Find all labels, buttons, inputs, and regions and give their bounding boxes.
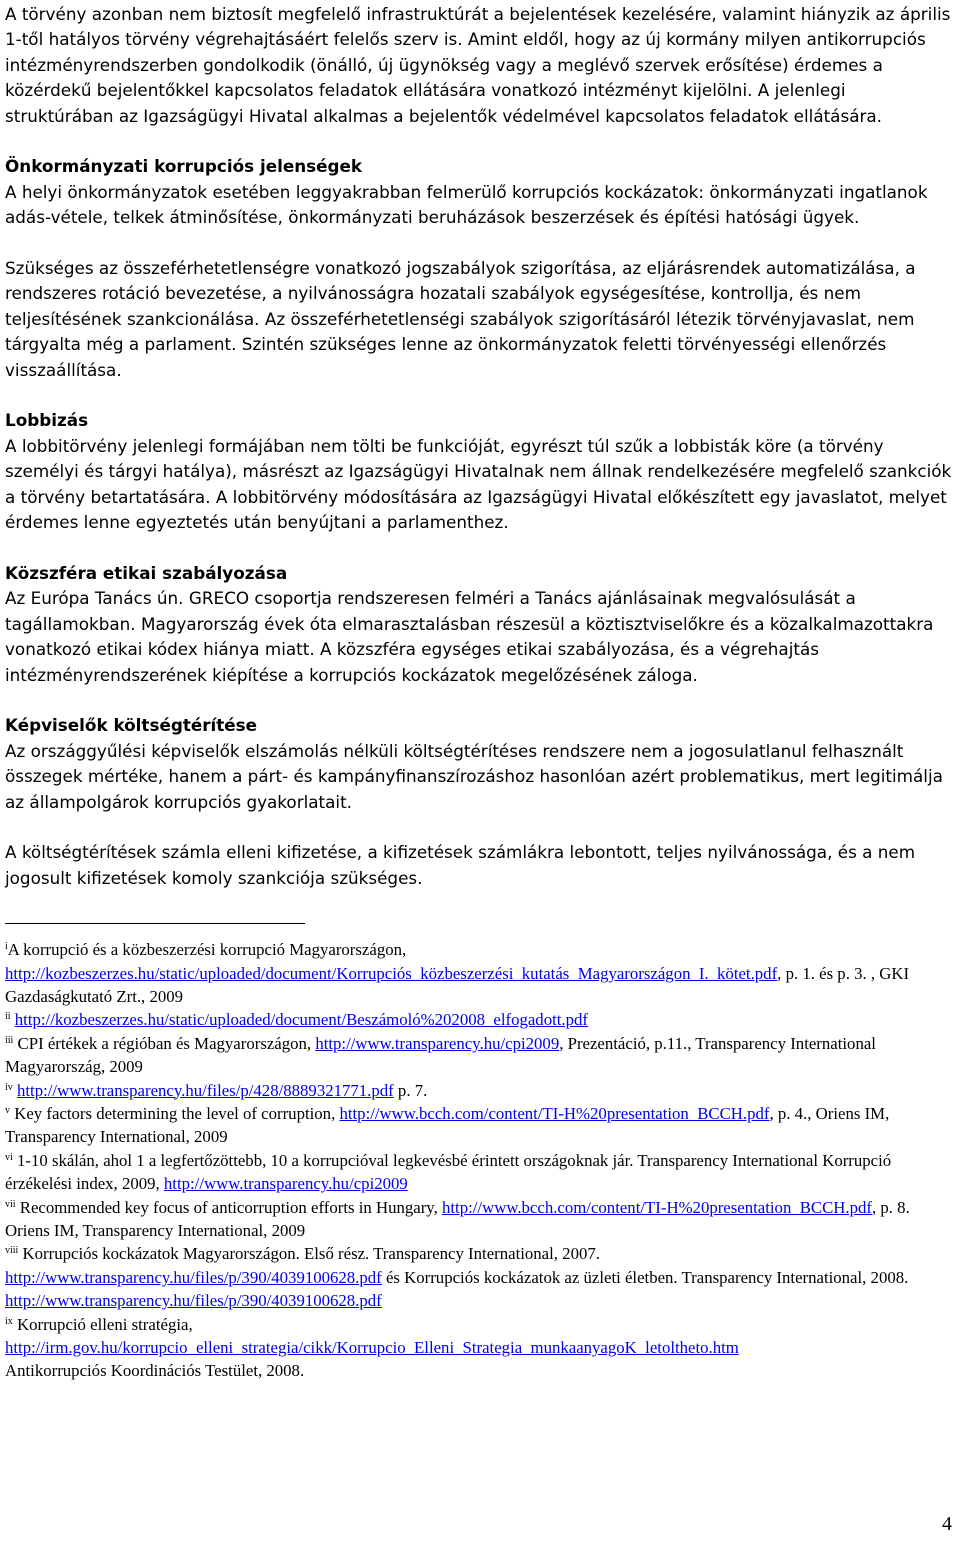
footnote-mark: v — [5, 1104, 10, 1116]
footnote-link[interactable]: http://irm.gov.hu/korrupcio_elleni_strategia/cikk/Korrupcio_Elleni_Strategia_munkaanyagoK_letoltheto.htm — [5, 1338, 739, 1358]
footnote — [5, 1032, 953, 1079]
section-heading-lobbizas: Lobbizás — [5, 410, 89, 431]
footnote-mark: ii — [5, 1011, 11, 1023]
footnote-text: , p. 8. Oriens IM, Transparency International, 2009 — [5, 1197, 910, 1240]
footnote-text: CPI értékek a régióban és Magyarországon, — [17, 1033, 316, 1053]
section-paragraph: A lobbitörvény jelenlegi formájában nem tölti be funkcióját, egyrészt túl szűk a lobbisták köre (a törvény személyi és tárgyi hatálya), másrészt az Igazságügyi Hivatalnak nem állnak rendelkezésére megfelelő szankciók a törvény betartatására. A lobbitörvény módosítására az Igazságügyi Hivatal előkészített egy javaslatot, melyet érdemes lenne egyeztetés után benyújtani a parlamenthez. — [5, 435, 952, 533]
footnote-link[interactable]: http://www.bcch.com/content/TI-H%20presentation_BCCH.pdf — [339, 1103, 770, 1123]
footnote-text: , p. 1. és p. 3. , GKI Gazdaságkutató Zrt., 2009 — [5, 963, 910, 1006]
footnote-mark: iii — [5, 1034, 14, 1046]
footnote — [5, 1313, 953, 1383]
section-paragraph: Szükséges az összeférhetetlenségre vonatkozó jogszabályok szigorítása, az eljárásrendek automatizálása, a rendszeres rotáció bevezetése, a nyilvánosságra hozatali szabályok egységesítése, kontrollja, és nem teljesítésének szankcionálása. Az összeférhetetlenségi szabályok szigorításáról létezik törvényjavaslat, nem tárgyalta még a parlament. Szintén szükséges lenne az önkormányzatok feletti törvényességi ellenőrzés visszaállítása. — [5, 258, 916, 380]
footnote-text: Korrupciós kockázatok Magyarországon. Első rész. Transparency International, 2007. — [22, 1244, 600, 1264]
footnote-text: , Prezentáció, p.11., Transparency International Magyarország, 2009 — [5, 1033, 876, 1077]
footnote-text: Korrupció elleni stratégia, — [16, 1314, 193, 1334]
footnote-mark: vi — [5, 1151, 13, 1163]
footnote — [5, 938, 953, 1008]
footnote-mark: iv — [5, 1081, 13, 1093]
section-paragraph: Az országgyűlési képviselők elszámolás nélküli költségtérítéses rendszere nem a jogosulatlanul felhasznált összegek mértéke, hanem a párt- és kampányfinanszírozáshoz hasonlóan azért problematikus, mert legitimálja az állampolgárok korrupciós gyakorlatait. — [5, 740, 943, 812]
footnote-link[interactable]: http://www.bcch.com/content/TI-H%20presentation_BCCH.pdf — [441, 1197, 872, 1217]
footnote-mark: viii — [5, 1245, 19, 1257]
footnote — [5, 1008, 953, 1031]
footnote — [5, 1196, 953, 1243]
footnote-text: Recommended key focus of anticorruption efforts in Hungary, — [19, 1197, 442, 1217]
footnote-link[interactable]: http://www.transparency.hu/files/p/390/4039100628.pdf — [5, 1267, 382, 1287]
footnote-text: Key factors determining the level of corruption, — [14, 1103, 340, 1123]
footnote — [5, 1149, 953, 1196]
section-heading-kepviselok: Képviselők költségtérítése — [5, 715, 258, 736]
page-number: 4 — [942, 1513, 952, 1535]
section-paragraph: A költségtérítések számla elleni kifizetése, a kifizetések számlákra lebontott, teljes nyilvánossága, és a nem jogosult kifizetések komoly szankciója szükséges. — [5, 842, 916, 888]
footnote — [5, 1102, 953, 1149]
footnote-link[interactable]: http://www.transparency.hu/cpi2009 — [315, 1033, 560, 1053]
footnote-mark: vii — [5, 1198, 16, 1210]
footnote-text: p. 7. — [393, 1080, 428, 1100]
section-paragraph: A helyi önkormányzatok esetében leggyakrabban felmerülő korrupciós kockázatok: önkormányzati ingatlanok adás-vétele, telkek átminősítése, önkormányzati beruházások beszerzések és építési hatósági ügyek. — [5, 181, 928, 228]
section-heading-kozszfera: Közszféra etikai szabályozása — [5, 562, 288, 583]
document-page — [5, 2, 953, 1383]
section-heading-onkormanyzati: Önkormányzati korrupciós jelenségek — [5, 156, 363, 177]
intro-paragraph: A törvény azonban nem biztosít megfelelő infrastruktúrát a bejelentések kezelésére, valamint hiányzik az április 1-től hatályos törvény végrehajtásáért felelős szerv is. Amint eldől, hogy az új kormány milyen antikorrupciós intézményrendszerben gondolkodik (önálló, új ügynökség vagy a meglévő szervek erősítése) érdemes a közérdekű bejelentőkkel kapcsolatos feladatok ellátására vonatkozó intézményt kijelölni. A jelenlegi struktúrában az Igazságügyi Hivatal alkalmas a bejelentők védelmével kapcsolatos feladatok ellátására. — [5, 4, 951, 126]
footnote-mark: ix — [5, 1315, 13, 1327]
footnote-divider — [5, 923, 305, 924]
footnote-link[interactable]: http://www.transparency.hu/files/p/390/4039100628.pdf — [5, 1291, 382, 1311]
footnote-text: A korrupció és a közbeszerzési korrupció Magyarországon, — [7, 940, 407, 960]
footnote-text: és Korrupciós kockázatok az üzleti életben. Transparency International, 2008. — [381, 1267, 909, 1287]
footnote-text: 1-10 skálán, ahol 1 a legfertőzöttebb, 10 a korrupcióval legkevésbé érintett országoknak jár. Transparency International Korrupció érzékelési index, 2009, — [5, 1150, 892, 1194]
footnote-text: , p. 4., Oriens IM, Transparency International, 2009 — [5, 1103, 890, 1147]
footnote — [5, 1242, 953, 1312]
footnotes — [5, 938, 953, 1383]
footnote-link[interactable]: http://kozbeszerzes.hu/static/uploaded/document/Korrupciós_közbeszerzési_kutatás_Magyarországon_I._kötet.pdf — [5, 963, 778, 983]
footnote-link[interactable]: http://www.transparency.hu/cpi2009 — [163, 1174, 408, 1194]
footnote-link[interactable]: http://www.transparency.hu/files/p/428/8889321771.pdf — [16, 1080, 394, 1100]
footnote-link[interactable]: http://kozbeszerzes.hu/static/uploaded/document/Beszámoló%202008_elfogadott.pdf — [14, 1010, 588, 1030]
footnote — [5, 1079, 953, 1102]
footnote-text: Antikorrupciós Koordinációs Testület, 2008. — [5, 1361, 305, 1381]
section-paragraph: Az Európa Tanács ún. GRECO csoportja rendszeresen felméri a Tanács ajánlásainak megvalósulását a tagállamokban. Magyarország évek óta elmarasztalásban részesül a köztisztviselőkre és a közalkalmazottakra vonatkozó etikai kódex hiánya miatt. A közszféra egységes etikai szabályozása, és a végrehajtás intézményrendszerének kiépítése a korrupciós kockázatok megelőzésének záloga. — [5, 588, 934, 685]
footnote-mark: i — [5, 941, 8, 953]
